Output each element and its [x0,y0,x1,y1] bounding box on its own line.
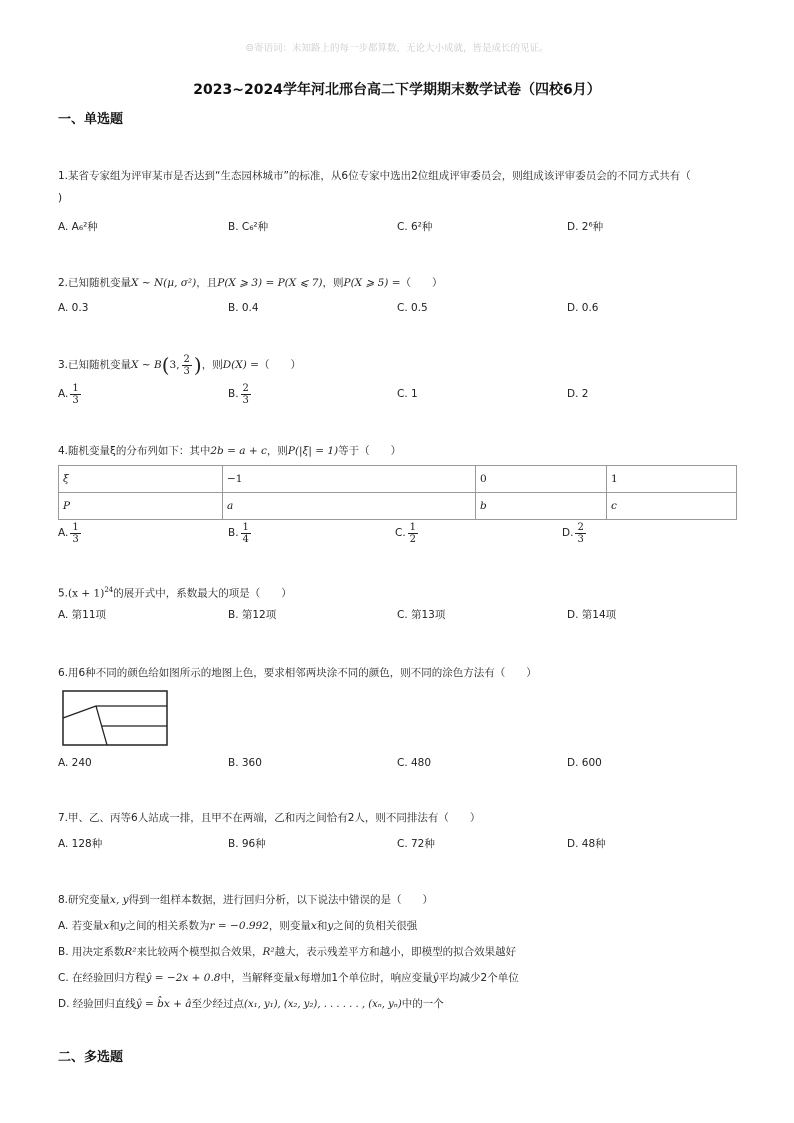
question-1-option-b: B. C₆²种 [228,221,269,233]
question-8-option-c: C. 在经验回归方程ŷ = −2x + 0.8中，当解释变量x每增加1个单位时，响应变量ŷ平均减少2个单位 [58,972,519,984]
section-heading-multi-choice: 二、多选题 [58,1050,124,1065]
question-5-option-b: B. 第12项 [228,609,277,621]
question-7-option-c: C. 72种 [397,838,435,850]
question-8-option-b: B. 用决定系数R²来比较两个模型拟合效果，R²越大，表示残差平方和越小，即模型的拟合效果越好 [58,946,517,958]
question-4-text [58,443,401,459]
question-4-suffix: 等于（ ） [338,445,402,457]
distribution-table [58,465,737,520]
question-2-prefix: 2.已知随机变量 [58,277,132,289]
question-6-option-c: C. 480 [397,757,432,769]
map-line [63,706,96,718]
question-8-option-d: D. 经验回归直线ŷ = b̂x + â至少经过点(x₁, y₁), (x₂, y₂), . . . . . . , (xₙ, yₙ)中的一个 [58,998,444,1010]
exam-title: 2023~2024学年河北邢台高二下学期期末数学试卷（四校6月） [193,82,601,98]
question-3-option-b: B. $\frac{2}{3}$ [228,382,249,406]
question-2-expr-1: X ∼ N(μ, σ²) [131,277,197,289]
question-2-option-d: D. 0.6 [567,302,599,314]
question-5-exponent: 24 [104,586,114,594]
question-4-option-c: C. $\frac{1}{2}$ [395,521,417,545]
question-8-option-a: A. 若变量x和y之间的相关系数为r = −0.992，则变量x和y之间的负相关很强 [58,920,418,932]
question-3-fraction: $\frac{2}{3}$ [183,353,190,377]
question-4-option-d: D. $\frac{2}{3}$ [562,521,584,545]
question-6-option-a: A. 240 [58,757,92,769]
question-4-option-a: A. $\frac{1}{3}$ [58,521,79,545]
question-4-expr-1: 2b = a + c [210,445,267,457]
question-5-option-c: C. 第13项 [397,609,446,621]
question-3-expr-2: D(X) = [222,359,259,371]
question-5-text [58,582,292,602]
table-cell: a [223,493,476,520]
motto-text: ☺寄语词：未知路上的每一步都算数，无论大小成就，皆是成长的见证。 [245,43,549,54]
table-row [59,466,737,493]
question-8-text: 8.研究变量x, y得到一组样本数据，进行回归分析，以下说法中错误的是（ ） [58,894,434,906]
question-2-expr-3: P(X ⩾ 5) = [343,277,401,289]
question-3-arg: 3, [169,359,180,371]
question-3-prefix: 3.已知随机变量 [58,359,132,371]
question-2-text [58,275,443,291]
question-6-option-b: B. 360 [228,757,262,769]
section-heading-single-choice: 一、单选题 [58,112,124,127]
question-1-text: 1.某省专家组为评审某市是否达到“生态园林城市”的标准，从6位专家中选出2位组成评审委员会，则组成该评审委员会的不同方式共有（ [58,170,691,182]
question-4-prefix: 4.随机变量ξ的分布列如下：其中 [58,445,211,457]
table-cell: −1 [223,466,476,493]
question-7-option-a: A. 128种 [58,838,103,850]
question-5-expr: (x + 1) [68,587,105,600]
question-5-option-a: A. 第11项 [58,609,107,621]
question-2-option-a: A. 0.3 [58,302,89,314]
question-4-option-b: B. $\frac{1}{4}$ [228,521,249,545]
question-5-prefix: 5. [58,587,69,600]
question-7-text: 7.甲、乙、丙等6人站成一排，且甲不在两端，乙和丙之间恰有2人，则不同排法有（ ） [58,812,481,824]
question-4-expr-2: P(|ξ| = 1) [287,445,339,457]
table-row [59,493,737,520]
question-5-option-d: D. 第14项 [567,609,617,621]
question-5-suffix: 的展开式中，系数最大的项是（ ） [113,587,292,600]
question-2-option-b: B. 0.4 [228,302,259,314]
table-cell: 1 [607,466,737,493]
question-2-mid-2: ，则 [322,277,344,289]
question-1-option-a: A. A₆²种 [58,221,98,233]
question-6-option-d: D. 600 [567,757,602,769]
table-cell: ξ [59,466,223,493]
question-3-suffix: （ ） [258,359,301,371]
question-7-option-d: D. 48种 [567,838,606,850]
question-3-mid: ，则 [201,359,223,371]
map-diagram [62,690,168,746]
table-cell: b [476,493,607,520]
question-1-option-c: C. 6²种 [397,221,433,233]
question-1-close-paren: ) [58,192,63,204]
table-cell: c [607,493,737,520]
question-1-option-d: D. 2⁶种 [567,221,604,233]
question-3-option-c: C. 1 [397,388,418,400]
question-6-text: 6.用6种不同的颜色给如图所示的地图上色，要求相邻两块涂不同的颜色，则不同的涂色方法有（ ） [58,667,537,679]
question-3-expr-1: X ∼ B [131,359,162,371]
question-2-option-c: C. 0.5 [397,302,428,314]
question-4-mid: ，则 [266,445,288,457]
map-border [63,691,167,745]
question-7-option-b: B. 96种 [228,838,266,850]
question-2-suffix: （ ） [400,277,443,289]
table-cell: 0 [476,466,607,493]
question-2-mid: ，且 [196,277,218,289]
question-2-expr-2: P(X ⩾ 3) = P(X ⩽ 7) [217,277,323,289]
question-3-text: 3.已知随机变量X ∼ B(3, $\frac{2}{3}$ )，则D(X) =（ ） [58,353,301,377]
question-3-option-a: A. $\frac{1}{3}$ [58,382,79,406]
question-3-option-d: D. 2 [567,388,589,400]
table-cell: P [59,493,223,520]
